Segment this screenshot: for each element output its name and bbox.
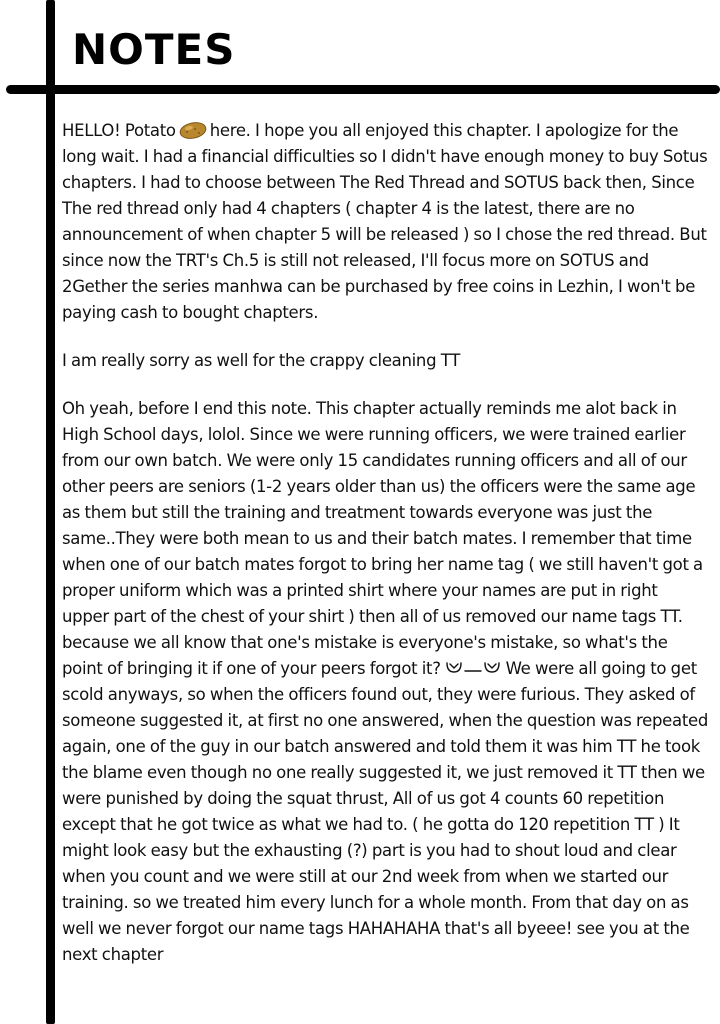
story-text-start: Oh yeah, before I end this note. This chapter actually reminds me alot back in High School days, lolol. Since we were running officers, we were trained earlier from our own batch. We were only 15 candidates running officers and all of our other peers are seniors (1-2 years older than us) the officers were the same age as them but still the training and treatment towards everyone was just the same..They were both mean to us and their batch mates. I remember that time when one of our batch mates forgot to bring her name tag ( we still haven't got a proper uniform which was a printed shirt where your names are put in right upper part of the chest of your shirt ) then all of us removed our name tags TT. because we all know that one's mistake is everyone's mistake, so what's the point of bringing it if one of your peers forgot it? — [62, 399, 703, 678]
vertical-margin-line — [46, 0, 55, 1024]
paragraph-intro — [62, 118, 708, 326]
paragraph-story — [62, 396, 708, 968]
notes-body — [62, 118, 708, 990]
page-title: NOTES — [72, 25, 236, 74]
intro-text-start: HELLO! Potato — [62, 121, 176, 140]
paragraph-apology: I am really sorry as well for the crappy cleaning TT — [62, 351, 460, 370]
potato-icon — [179, 121, 207, 138]
story-text-rest: We were all going to get scold anyways, so when the officers found out, they were furious. They asked of someone suggested it, at first no one answered, when the question was repeated again, one of the guy in our batch answered and told them it was him TT he took the blame even though no one really suggested it, we just removed it TT then we were punished by doing the squat thrust, All of us got 4 counts 60 repetition except that he got twice as what we had to. ( he gotta do 120 repetition TT ) It might look easy but the exhausting (?) part is you had to shout loud and clear when you count and we were still at our 2nd week from when we started our training. so we treated him every lunch for a whole month. From that day on as well we never forgot our name tags HAHAHAHA that's all byeee! see you at the next chapter — [62, 659, 709, 964]
header-divider-line — [6, 85, 720, 94]
intro-text-rest: here. I hope you all enjoyed this chapter. I apologize for the long wait. I had a financial difficulties so I didn't have enough money to buy Sotus chapters. I had to choose between The Red Thread and SOTUS back then, Since The red thread only had 4 chapters ( chapter 4 is the latest, there are no announcement of when chapter 5 will be released ) so I chose the red thread. But since now the TRT's Ch.5 is still not released, I'll focus more on SOTUS and 2Gether the series manhwa can be purchased by free coins in Lezhin, I won't be paying cash to bought chapters. — [62, 121, 708, 322]
kaomoji-face-icon — [445, 659, 501, 677]
